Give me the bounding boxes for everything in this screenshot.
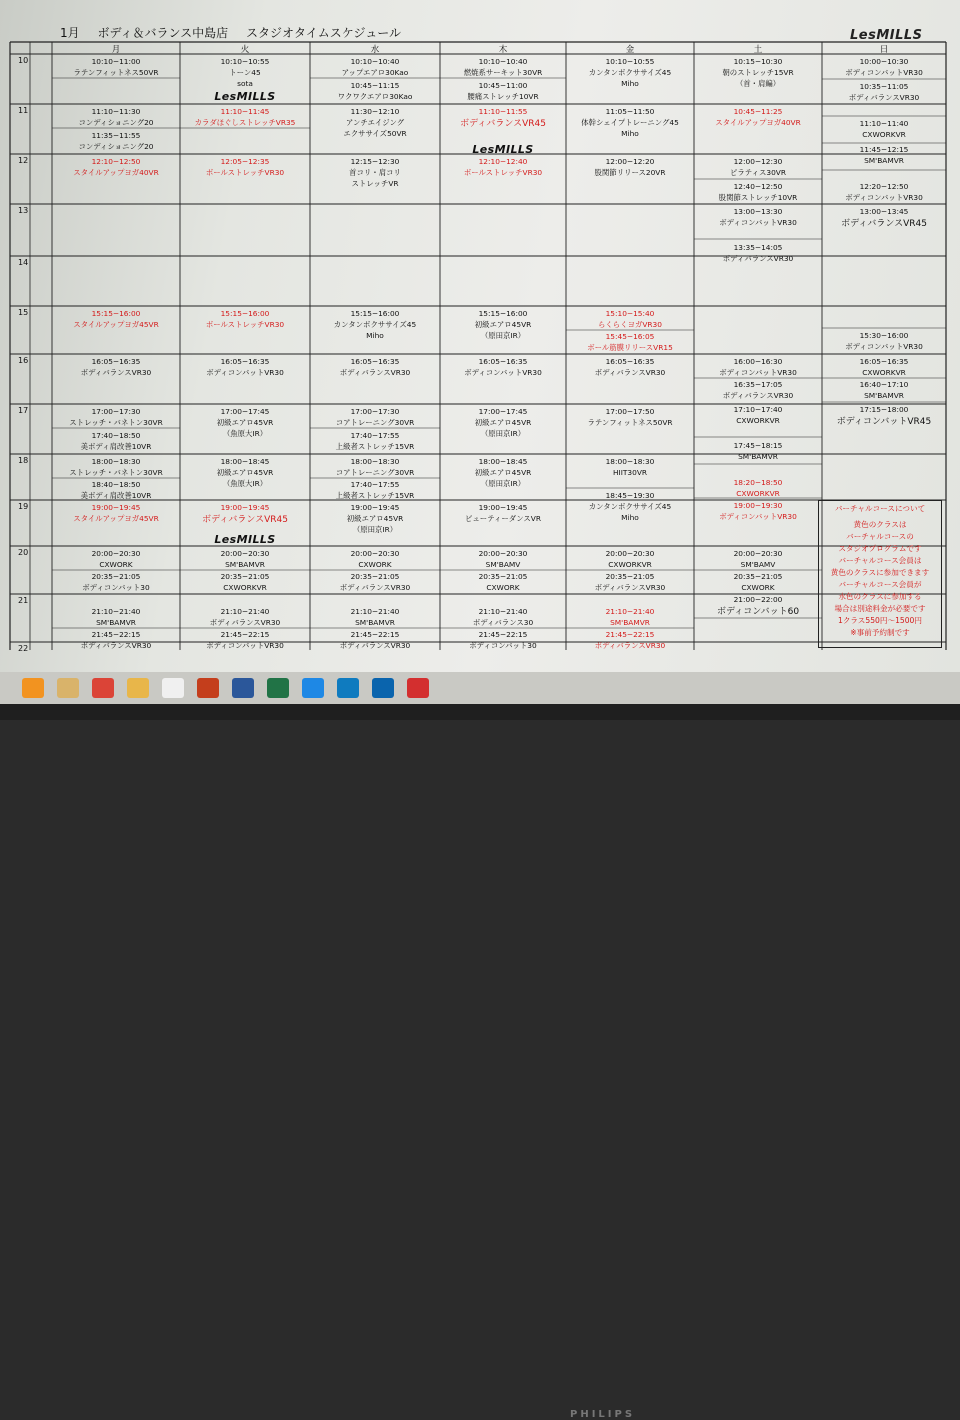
class-time: 12:00−12:20: [605, 157, 655, 166]
class-time: 18:00−18:30: [91, 457, 141, 466]
class-time: 16:05−16:35: [605, 357, 655, 366]
class-time: 20:35−21:05: [350, 572, 400, 581]
class-name: ワクワクエアロ30Kao: [337, 92, 413, 101]
class-name: SM'BAMVR: [864, 156, 904, 165]
class-name: カンタンボクササイズ45: [333, 320, 417, 329]
class-name: CXWORKVR: [223, 583, 267, 592]
notice-line: 黄色のクラスは: [853, 520, 907, 529]
class-time: 18:00−18:45: [220, 457, 270, 466]
class-time: 17:40−18:50: [91, 431, 141, 440]
class-name: CXWORKVR: [736, 489, 780, 498]
class-time: 20:35−21:05: [220, 572, 270, 581]
day-header-4: 金: [625, 45, 635, 55]
class-time: 10:45−11:25: [733, 107, 783, 116]
class-name: ボディバランス30: [472, 618, 534, 627]
hour-label-15: 15: [18, 308, 29, 317]
class-time: 20:35−21:05: [478, 572, 528, 581]
class-time: 21:45−22:15: [478, 630, 528, 639]
class-name: コアトレーニング30VR: [335, 468, 415, 477]
class-time: 18:45−19:30: [605, 491, 655, 500]
class-name: SM'BAMV: [740, 560, 776, 569]
class-name: 首コリ・肩コリ: [349, 168, 401, 177]
class-time: 21:10−21:40: [605, 607, 655, 616]
class-name: ボディバランスVR30: [209, 618, 281, 627]
class-name: ボディコンバット60: [716, 607, 800, 617]
class-name: ボディバランスVR45: [841, 219, 927, 229]
class-time: 15:45−16:05: [605, 332, 655, 341]
class-time: 19:00−19:30: [733, 501, 783, 510]
class-name: ボディコンバットVR30: [719, 218, 797, 227]
hour-label-11: 11: [18, 106, 29, 115]
hour-label-16: 16: [18, 356, 29, 365]
class-time: 18:00−18:30: [350, 457, 400, 466]
class-instructor: （魚原大IR）: [222, 479, 268, 488]
class-time: 21:45−22:15: [220, 630, 270, 639]
class-time: 10:10−10:55: [605, 57, 655, 66]
class-time: 16:05−16:35: [859, 357, 909, 366]
class-name: コンディショニング20: [78, 118, 154, 127]
class-instructor: ストレッチVR: [351, 179, 399, 188]
day-header-6: 日: [879, 45, 889, 55]
notice-line: バーチャルコースの: [846, 532, 914, 541]
class-time: 11:10−11:45: [220, 107, 270, 116]
class-name: ボディバランスVR45: [460, 119, 546, 129]
class-name: カラダほぐしストレッチVR35: [194, 118, 296, 127]
class-name: ボディコンバットVR30: [845, 342, 923, 351]
class-time: 16:35−17:05: [733, 380, 783, 389]
lesmills-logo: LesMILLS: [850, 28, 923, 43]
class-time: 20:00−20:30: [220, 549, 270, 558]
class-instructor: （原田京IR）: [352, 525, 398, 534]
class-name: ラテンフィットネス50VR: [587, 418, 673, 427]
file-icon[interactable]: [162, 678, 184, 698]
hour-label-13: 13: [18, 206, 29, 215]
class-time: 17:45−18:15: [733, 441, 783, 450]
class-instructor: sota: [237, 79, 253, 88]
class-name: ストレッチ・バネトン30VR: [69, 418, 163, 427]
class-instructor: エクササイズ50VR: [343, 129, 407, 138]
class-name: ボディバランスVR45: [202, 515, 288, 525]
class-name: ボディコンバット30: [82, 583, 150, 592]
class-name: CXWORK: [358, 560, 392, 569]
class-name: 美ボディ肩改善10VR: [80, 442, 152, 451]
class-time: 20:00−20:30: [605, 549, 655, 558]
class-time: 20:35−21:05: [91, 572, 141, 581]
class-time: 18:40−18:50: [91, 480, 141, 489]
class-time: 12:40−12:50: [733, 182, 783, 191]
class-time: 12:20−12:50: [859, 182, 909, 191]
class-time: 15:15−16:00: [220, 309, 270, 318]
class-name: 上級者ストレッチ15VR: [335, 491, 415, 500]
class-name: カンタンボクササイズ45: [588, 68, 672, 77]
class-time: 18:20−18:50: [733, 478, 783, 487]
class-instructor: Miho: [621, 513, 639, 522]
class-name: 初級エアロ45VR: [474, 320, 532, 329]
acrobat-icon[interactable]: [407, 678, 429, 698]
notice-line: 水色のクラスに参加する: [838, 592, 922, 601]
class-time: 12:00−12:30: [733, 157, 783, 166]
class-time: 17:00−17:30: [91, 407, 141, 416]
edge-icon[interactable]: [337, 678, 359, 698]
class-time: 19:00−19:45: [350, 503, 400, 512]
class-time: 16:05−16:35: [350, 357, 400, 366]
lesmills-logo-tue: LesMILLS: [214, 90, 276, 103]
class-time: 15:15−16:00: [91, 309, 141, 318]
day-header-1: 火: [240, 45, 250, 55]
class-time: 20:00−20:30: [733, 549, 783, 558]
class-time: 11:10−11:40: [859, 119, 909, 128]
class-name: 上級者ストレッチ15VR: [335, 442, 415, 451]
monitor-bezel: [0, 704, 960, 1420]
class-time: 17:15−18:00: [859, 405, 909, 414]
class-time: 12:10−12:50: [91, 157, 141, 166]
day-header-0: 月: [111, 45, 121, 55]
class-name: ボディコンバットVR30: [719, 368, 797, 377]
class-name: 体幹シェイプトレーニング45: [581, 118, 679, 127]
class-time: 10:10−10:40: [478, 57, 528, 66]
class-time: 21:10−21:40: [478, 607, 528, 616]
class-time: 15:15−16:00: [350, 309, 400, 318]
class-name: SM'BAMV: [485, 560, 521, 569]
taskbar: [0, 672, 960, 704]
vlc-icon[interactable]: [22, 678, 44, 698]
class-time: 21:00−22:00: [733, 595, 783, 604]
class-time: 21:10−21:40: [350, 607, 400, 616]
lesmills-logo-thu: LesMILLS: [472, 143, 534, 156]
class-name: SM'BAMVR: [355, 618, 395, 627]
month-label: 1月: [60, 26, 80, 40]
hour-label-22: 22: [18, 644, 29, 653]
lesmills-logo-tue-19: LesMILLS: [214, 533, 276, 546]
class-time: 11:45−12:15: [859, 145, 909, 154]
virtual-course-notice: [818, 500, 942, 648]
class-time: 17:00−17:50: [605, 407, 655, 416]
class-name: 美ボディ肩改善10VR: [80, 491, 152, 500]
class-instructor: Miho: [621, 79, 639, 88]
class-time: 15:15−16:00: [478, 309, 528, 318]
class-instructor: （魚原大IR）: [222, 429, 268, 438]
class-name: 初級エアロ45VR: [216, 468, 274, 477]
class-name: ボディコンバットVR30: [845, 68, 923, 77]
schedule-title: スタジオタイムスケジュール: [245, 26, 402, 40]
class-time: 11:10−11:30: [91, 107, 141, 116]
class-time: 11:05−11:50: [605, 107, 655, 116]
class-time: 16:00−16:30: [733, 357, 783, 366]
class-time: 16:40−17:10: [859, 380, 909, 389]
class-time: 10:15−10:30: [733, 57, 783, 66]
class-name: SM'BAMVR: [864, 391, 904, 400]
class-name: スタイルアップヨガ40VR: [715, 118, 801, 127]
class-name: ボディバランスVR30: [339, 641, 411, 650]
class-time: 13:35−14:05: [733, 243, 783, 252]
class-name: 朝のストレッチ15VR: [722, 68, 794, 77]
notice-line: スタジオプログラムです: [838, 544, 922, 553]
class-time: 21:10−21:40: [220, 607, 270, 616]
class-name: ボディコンバットVR30: [206, 368, 284, 377]
class-name: ボディコンバットVR30: [719, 512, 797, 521]
hour-label-19: 19: [18, 502, 29, 511]
class-name: SM'BAMVR: [96, 618, 136, 627]
class-name: ボディバランスVR30: [848, 93, 920, 102]
class-time: 21:45−22:15: [605, 630, 655, 639]
class-time: 17:00−17:30: [350, 407, 400, 416]
class-time: 20:00−20:30: [91, 549, 141, 558]
notice-line: ※事前予約制です: [850, 628, 910, 637]
class-name: ボールストレッチVR30: [463, 168, 543, 177]
powerpoint-icon[interactable]: [197, 678, 219, 698]
class-name: CXWORKVR: [862, 368, 906, 377]
class-time: 11:35−11:55: [91, 131, 141, 140]
class-name: ボディバランスVR30: [722, 254, 794, 263]
class-time: 21:10−21:40: [91, 607, 141, 616]
hour-label-17: 17: [18, 406, 29, 415]
outlook-icon[interactable]: [372, 678, 394, 698]
store-name: ボディ＆バランス中島店: [97, 26, 229, 40]
class-instructor: （原田京IR）: [480, 429, 526, 438]
class-time: 16:05−16:35: [478, 357, 528, 366]
class-name: ボディバランスVR30: [339, 368, 411, 377]
notice-line: 場合は別途料金が必要です: [834, 604, 926, 613]
class-name: CXWORKVR: [608, 560, 652, 569]
class-time: 15:10−15:40: [605, 309, 655, 318]
class-time: 21:45−22:15: [350, 630, 400, 639]
class-name: ボディバランスVR30: [339, 583, 411, 592]
class-name: ピラティス30VR: [730, 168, 786, 177]
class-name: 股関節リリース20VR: [594, 168, 666, 177]
class-time: 20:00−20:30: [350, 549, 400, 558]
monitor-brand: PHILIPS: [570, 1409, 636, 1420]
class-time: 12:10−12:40: [478, 157, 528, 166]
class-time: 15:30−16:00: [859, 331, 909, 340]
class-name: 燃焼系サーキット30VR: [463, 68, 543, 77]
hour-label-21: 21: [18, 596, 29, 605]
class-time: 10:00−10:30: [859, 57, 909, 66]
class-name: SM'BAMVR: [225, 560, 265, 569]
class-name: ボールストレッチVR30: [205, 168, 285, 177]
class-time: 17:00−17:45: [220, 407, 270, 416]
class-time: 16:05−16:35: [220, 357, 270, 366]
chrome-icon[interactable]: [92, 678, 114, 698]
class-name: 初級エアロ45VR: [474, 468, 532, 477]
class-time: 10:10−10:40: [350, 57, 400, 66]
class-name: ボディコンバットVR30: [206, 641, 284, 650]
hour-label-20: 20: [18, 548, 29, 557]
class-name: CXWORK: [741, 583, 775, 592]
notice-line: 黄色のクラスに参加できます: [830, 568, 930, 577]
class-name: ボディコンバット30: [469, 641, 537, 650]
word-icon[interactable]: [232, 678, 254, 698]
class-time: 20:35−21:05: [733, 572, 783, 581]
class-time: 10:35−11:05: [859, 82, 909, 91]
class-name: ボディバランスVR30: [594, 583, 666, 592]
class-name: トーン45: [229, 68, 261, 77]
class-name: 腰痛ストレッチ10VR: [467, 92, 539, 101]
folder-icon[interactable]: [127, 678, 149, 698]
class-name: スタイルアップヨガ40VR: [73, 168, 159, 177]
class-name: ボディコンバットVR45: [836, 417, 932, 427]
notice-line: バーチャルコースについて: [834, 504, 926, 513]
excel-icon[interactable]: [267, 678, 289, 698]
day-header-5: 土: [753, 45, 763, 55]
hour-label-12: 12: [18, 156, 29, 165]
notice-line: 1クラス550円〜1500円: [838, 616, 922, 625]
class-time: 17:40−17:55: [350, 431, 400, 440]
ie-icon[interactable]: [302, 678, 324, 698]
class-name: アップエアロ30Kao: [341, 68, 409, 77]
class-time: 10:10−11:00: [91, 57, 141, 66]
day-header-2: 水: [370, 45, 380, 55]
class-name: CXWORK: [99, 560, 133, 569]
class-name: 初級エアロ45VR: [474, 418, 532, 427]
class-name: ボディバランスVR30: [594, 368, 666, 377]
spreadsheet-screen: [0, 0, 960, 672]
class-time: 13:00−13:45: [859, 207, 909, 216]
class-time: 16:05−16:35: [91, 357, 141, 366]
class-name: らくらくヨガVR30: [598, 320, 662, 329]
class-time: 10:45−11:00: [478, 81, 528, 90]
class-time: 10:45−11:15: [350, 81, 400, 90]
class-time: 18:00−18:45: [478, 457, 528, 466]
class-time: 11:30−12:10: [350, 107, 400, 116]
bag-icon[interactable]: [57, 678, 79, 698]
class-name: スタイルアップヨガ45VR: [73, 514, 159, 523]
class-name: コンディショニング20: [78, 142, 154, 151]
class-time: 19:00−19:45: [220, 503, 270, 512]
day-header-3: 木: [498, 45, 508, 55]
class-name: ボディバランスVR30: [80, 368, 152, 377]
class-name: アンチエイジング: [345, 118, 405, 127]
class-name: コアトレーニング30VR: [335, 418, 415, 427]
hour-label-14: 14: [18, 258, 29, 267]
class-name: CXWORKVR: [862, 130, 906, 139]
class-time: 11:10−11:55: [478, 107, 528, 116]
class-time: 20:35−21:05: [605, 572, 655, 581]
class-name: ボディバランスVR30: [80, 641, 152, 650]
class-time: 17:40−17:55: [350, 480, 400, 489]
class-time: 19:00−19:45: [91, 503, 141, 512]
class-name: ボディバランスVR30: [594, 641, 666, 650]
class-name: カンタンボクササイズ45: [588, 502, 672, 511]
class-time: 13:00−13:30: [733, 207, 783, 216]
class-time: 19:00−19:45: [478, 503, 528, 512]
class-name: SM'BAMVR: [610, 618, 650, 627]
class-name: ボディコンバットVR30: [845, 193, 923, 202]
class-name: CXWORK: [486, 583, 520, 592]
class-name: SM'BAMVR: [738, 452, 778, 461]
notice-line: バーチャルコース会員は: [838, 556, 922, 565]
class-name: ビューティーダンスVR: [465, 514, 541, 523]
class-name: ボディコンバットVR30: [464, 368, 542, 377]
class-name: スタイルアップヨガ45VR: [73, 320, 159, 329]
class-time: 17:10−17:40: [733, 405, 783, 414]
class-name: ラテンフィットネス50VR: [73, 68, 159, 77]
class-time: 12:15−12:30: [350, 157, 400, 166]
class-time: 10:10−10:55: [220, 57, 270, 66]
class-instructor: Miho: [621, 129, 639, 138]
class-name: ボールストレッチVR30: [205, 320, 285, 329]
class-name: CXWORKVR: [736, 416, 780, 425]
class-time: 12:05−12:35: [220, 157, 270, 166]
class-name: 初級エアロ45VR: [216, 418, 274, 427]
class-time: 17:00−17:45: [478, 407, 528, 416]
class-time: 20:00−20:30: [478, 549, 528, 558]
class-name: 股関節ストレッチ10VR: [718, 193, 798, 202]
hour-label-18: 18: [18, 456, 29, 465]
class-instructor: （原田京IR）: [480, 479, 526, 488]
class-name: ストレッチ・バネトン30VR: [69, 468, 163, 477]
class-name: 初級エアロ45VR: [346, 514, 404, 523]
hour-label-10: 10: [18, 56, 29, 65]
class-name: ボディバランスVR30: [722, 391, 794, 400]
class-time: 21:45−22:15: [91, 630, 141, 639]
class-instructor: （原田京IR）: [480, 331, 526, 340]
class-name: HIIT30VR: [612, 468, 648, 477]
notice-line: バーチャルコース会員が: [838, 580, 922, 589]
class-time: 18:00−18:30: [605, 457, 655, 466]
class-instructor: （首・肩編）: [735, 79, 781, 88]
class-instructor: Miho: [366, 331, 384, 340]
class-name: ボール筋膜リリースVR15: [587, 343, 673, 352]
